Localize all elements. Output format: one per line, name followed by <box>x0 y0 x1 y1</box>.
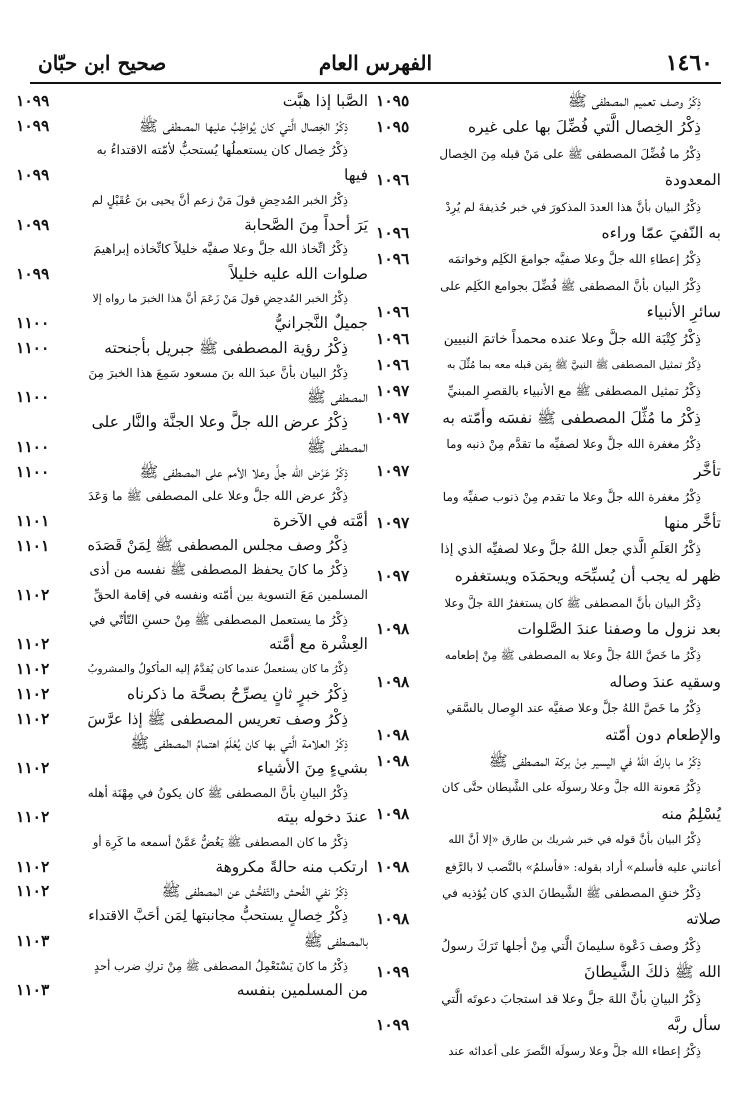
entry-text: ذِكْرُ البيان بأنَّ المصطفى ﷺ كان يستغفرُ اللهَ جلَّ وعلا <box>444 595 701 610</box>
index-entry-line <box>16 931 368 951</box>
entry-text: ظهر له يجب أن يُسبِّحَه ويحمَدَه ويستغفره <box>454 567 721 586</box>
index-entry-line <box>376 593 721 613</box>
entry-text: تأخَّر منها <box>664 514 721 533</box>
entry-page-number: ١٠٩٨ <box>376 856 410 876</box>
index-entry-line <box>16 536 368 556</box>
entry-text: ذِكْرُ العلامة الَّتي بها كان يُعْلَمُ اهتمامُ المصطفى ﷺ <box>130 734 348 753</box>
entry-text: العِشْرة مع أمَّته <box>268 635 368 654</box>
entry-text: ذِكْرُ ما خَصَّ اللهُ جلَّ وعلا به المصطفى ﷺ مِنْ إطعامه <box>444 648 701 663</box>
entry-page-number: ١١٠٢ <box>16 634 50 654</box>
entry-text: ذِكْرُ نفي الفُحش والتّفحُّش عن المصطفى ﷺ <box>161 882 348 901</box>
entry-page-number: ١١٠٠ <box>16 338 50 357</box>
entry-text: بعد نزول ما وصفنا عندَ الصَّلوات <box>517 620 721 638</box>
entry-text: ذِكْرُ كِتْبَة الله جلَّ وعلا عنده محمداً خاتمَ النبيين <box>443 330 701 347</box>
index-entry-line <box>16 881 368 901</box>
entry-page-number: ١٠٩٧ <box>376 381 410 401</box>
entry-page-number: ١٠٩٦ <box>376 249 410 269</box>
entry-page-number: ١١٠٣ <box>16 980 50 1000</box>
entry-text: ذِكْرُ خنقِ المصطفى ﷺ الشَّيطانَ الذي كان يُؤذيه في <box>442 886 701 900</box>
entry-page-number: ١٠٩٦ <box>376 302 410 322</box>
index-entry-line <box>376 487 721 507</box>
entry-text: ذِكْرُ ما خَصَّ اللهُ جلَّ وعلا صفيَّه عند الوِصال بالسَّقي <box>446 701 701 716</box>
index-entry-line <box>376 1015 721 1035</box>
entry-page-number: ١١٠٢ <box>16 683 50 703</box>
index-entry-line <box>16 363 368 383</box>
index-entry-line <box>16 659 368 679</box>
index-entry-line <box>16 486 368 506</box>
index-entry-line <box>376 909 721 929</box>
index-entry-line <box>16 116 368 136</box>
entry-text: ذِكْرُ البيان بأنَّ المصطفى ﷺ فُضِّلَ بجوامع الكَلِم على <box>440 278 701 293</box>
index-entry-line <box>16 783 368 803</box>
entry-page-number: ١٠٩٧ <box>376 566 410 586</box>
index-entry-line <box>376 1041 721 1061</box>
entry-text: ذِكْرُ خِصال كان يستعملُها يُستحبُّ لأمّته الاقتداءُ به <box>96 142 348 158</box>
entry-page-number: ١٠٩٦ <box>376 223 410 242</box>
entry-page-number: ١٠٩٩ <box>16 115 50 135</box>
index-entry-line <box>16 412 368 432</box>
right-column <box>376 91 721 1093</box>
index-entry-line <box>16 733 368 753</box>
entry-page-number: ١٠٩٨ <box>376 803 410 823</box>
index-entry-line <box>376 672 721 692</box>
entry-page-number: ١٠٩٩ <box>16 214 50 234</box>
entry-text: المصطفى ﷺ <box>306 437 368 456</box>
entry-page-number: ١١٠٢ <box>16 659 50 679</box>
index-entry-line <box>376 329 721 349</box>
index-entry-line <box>16 289 368 309</box>
entry-text: والإطعام دون أمّته <box>605 725 721 744</box>
entry-text: ذِكْرُ تمثيل المصطفى ﷺ مع الأنبياء بالقصرِ المبنيِّ <box>447 383 701 399</box>
entry-text: ذِكْرُ البيانِ بأنَّ اللهَ جلَّ وعلا قد استجابَ دعوتَه الَّتي <box>441 990 701 1006</box>
entry-text: أعانني عليه فأسلم» أراد بقوله: «فأسلمُ» بالنَّصب لا بالرَّفع <box>445 859 721 874</box>
entry-text: صلاته <box>685 910 721 929</box>
entry-text: به النّفيَ عمّا وراءه <box>601 224 721 242</box>
index-entry-line <box>376 566 721 586</box>
entry-page-number: ١١٠٣ <box>16 930 50 950</box>
entry-page-number: ١١٠٠ <box>16 387 50 407</box>
entry-page-number: ١٠٩٨ <box>376 619 410 638</box>
entry-text: ذِكْرُ إعطاء الله جلَّ وعلا رسولَه النَّصرَ على أعدائه عند <box>448 1044 701 1059</box>
entry-text: ذِكْرُ العَلَمِ الَّذي جعل اللهُ جلَّ وعلا لصفيِّه الذي إذا <box>440 541 701 557</box>
index-entry-line <box>376 144 721 164</box>
index-entry-line <box>16 91 368 111</box>
index-entry-line <box>16 190 368 210</box>
entry-text: ذِكْرُ البيان بأنَّ عبدَ الله بنَ مسعود سَمِعَ هذا الخبرَ مِنَ <box>88 365 348 380</box>
header-rule <box>30 82 721 84</box>
index-entry-line <box>376 645 721 665</box>
entry-text: وسقيه عندَ وصاله <box>609 672 721 691</box>
index-entry-line <box>376 540 721 560</box>
index-entry-line <box>376 698 721 718</box>
entry-text: ذِكْرُ اتِّخاذ الله جلَّ وعلا صفيَّه خليلاً كاتِّخاذه إبراهيمَ <box>93 241 348 257</box>
index-entry-line <box>376 962 721 982</box>
entry-text: سأل ربَّه <box>666 1016 721 1034</box>
entry-text: المعدودة <box>664 171 721 190</box>
entry-page-number: ١٠٩٩ <box>16 263 50 283</box>
entry-text: ذِكْرُ ما مُثِّلَ المصطفى ﷺ نفسَه وأمّته به <box>442 408 701 427</box>
entry-page-number: ١٠٩٦ <box>376 328 410 348</box>
entry-page-number: ١١٠٢ <box>16 757 50 777</box>
index-entry-line <box>16 832 368 852</box>
index-entry-line <box>16 906 368 926</box>
index-entry-line <box>16 165 368 185</box>
index-entry-line <box>16 709 368 729</box>
entry-page-number: ١١٠١ <box>16 510 50 530</box>
entry-text: ذِكْرُ ما كان المصطفى ﷺ يَغُضُّ عَمَّنْ أسمعه ما كَرِهَ أو <box>92 835 348 849</box>
index-entry-line <box>376 91 721 111</box>
index-entry-line <box>376 276 721 296</box>
entry-text: ذِكْرُ مَعونة الله جلَّ وعلا رسولَه على الشَّيطان حتَّى كان <box>441 780 701 795</box>
index-entry-line <box>16 956 368 976</box>
entry-text: المسلمين مَعَ التسوية بين أمّته ونفسه في إقامة الحقِّ <box>93 587 368 602</box>
entry-page-number: ١٠٩٨ <box>376 909 410 929</box>
entry-text: ذِكْرُ البيانِ بأنَّ المصطفى ﷺ كان يكونُ في مِهْنَة أهله <box>87 785 348 800</box>
entry-page-number: ١١٠٠ <box>16 436 50 456</box>
entry-page-number: ١٠٩٩ <box>376 1015 410 1034</box>
entry-text: المصطفى ﷺ <box>306 388 368 407</box>
entry-page-number: ١٠٩٩ <box>16 165 50 185</box>
entry-text: ذِكْرُ ما كان يستعملُ عندما كان يُقدَّمُ إليه المأكولُ والمشروبُ <box>87 663 348 676</box>
index-entry-line <box>376 197 721 217</box>
page-title: الفهرس العام <box>318 51 433 75</box>
entry-text: ذِكْرُ ما فُضِّلَ المصطفى ﷺ على مَنْ قبله مِنَ الخِصال <box>439 146 701 161</box>
entry-text: تأخَّر <box>693 461 721 480</box>
entry-text: الصَّبا إذا هبَّت <box>282 92 368 110</box>
entry-page-number: ١١٠٢ <box>16 881 50 901</box>
index-entry-line <box>376 513 721 533</box>
entry-page-number: ١٠٩٩ <box>16 91 50 110</box>
index-entry-line <box>376 408 721 428</box>
index-entry-line <box>16 140 368 160</box>
entry-text: ذِكْرُ وصف تعميم المصطفى ﷺ <box>567 92 701 110</box>
entry-text: ذِكْرُ وصف مجلس المصطفى ﷺ لِمَنْ قَصَدَه <box>87 537 348 554</box>
index-entry-line <box>376 751 721 771</box>
entry-text: ذِكْرُ ما باركَ اللهُ في اليسير مِنْ بركة المصطفى ﷺ <box>488 752 701 770</box>
entry-text: ذِكْرُ مغفرة الله جلَّ وعلا لصفيِّه ما تقدَّم مِنْ ذنبه وما <box>446 437 701 452</box>
entry-page-number: ١١٠٠ <box>16 461 50 481</box>
entry-page-number: ١١٠٢ <box>16 856 50 876</box>
entry-text: ذِكْرُ عَرْض الله جلَّ وعلا الأمم على المصطفى ﷺ <box>139 462 348 481</box>
index-entry-line <box>376 883 721 903</box>
index-entry-line <box>376 302 721 322</box>
index-entry-line <box>16 264 368 284</box>
index-entry-line <box>16 437 368 457</box>
index-entry-line <box>16 684 368 704</box>
entry-page-number: ١١٠٠ <box>16 313 50 333</box>
entry-page-number: ١٠٩٧ <box>376 513 410 533</box>
entry-text: ارتكب منه حالةً مكروهة <box>215 857 368 876</box>
entry-text: ذِكْرُ عرض الله جلَّ وعلا على المصطفى ﷺ ما وَعَدَ <box>88 488 348 504</box>
index-entry-line <box>376 804 721 824</box>
index-body <box>0 91 751 1093</box>
entry-text: ذِكْرُ الخِصال الَّتي فُضِّلَ بها على غيره <box>467 118 701 137</box>
entry-text: عندَ دخوله بيته <box>276 808 368 827</box>
entry-page-number: ١٠٩٨ <box>376 751 410 770</box>
index-entry-line <box>376 170 721 190</box>
entry-text: ذِكْرُ عرض الله جلَّ وعلا الجنَّة والنَّار على <box>91 413 348 432</box>
index-entry-line <box>376 989 721 1009</box>
entry-text: ذِكْرُ تمثيل المصطفى ﷺ النبيَّ ﷺ بِمَن قبله معه بما مُثِّلَ به <box>446 359 701 371</box>
index-entry-line <box>16 560 368 580</box>
entry-text: يَرَ أحداً مِنَ الصَّحابة <box>244 215 368 234</box>
entry-page-number: ١٠٩٨ <box>376 671 410 691</box>
entry-text: جميلٌ النَّجرانيُّ <box>274 314 368 333</box>
entry-text: ذِكْرُ رؤية المصطفى ﷺ جبريل بأجنحته <box>104 339 348 357</box>
entry-text: ذِكْرُ الخِصال الَّتي كان يُواظِبُ عليها المصطفى ﷺ <box>139 116 348 135</box>
index-entry-line <box>16 313 368 333</box>
index-entry-line <box>376 117 721 137</box>
index-entry-line <box>16 857 368 877</box>
index-entry-line <box>16 807 368 827</box>
index-entry-line <box>376 223 721 243</box>
index-entry-line <box>376 249 721 269</box>
entry-page-number: ١٠٩٦ <box>376 355 410 374</box>
entry-text: ذِكْرُ وصف تعريس المصطفى ﷺ إذا عرَّسَ <box>87 709 348 728</box>
entry-page-number: ١١٠٢ <box>16 807 50 827</box>
entry-page-number: ١١٠٢ <box>16 708 50 728</box>
page-header <box>30 46 721 80</box>
index-entry-line <box>376 619 721 639</box>
entry-page-number: ١٠٩٨ <box>376 724 410 744</box>
index-entry-line <box>16 610 368 630</box>
index-entry-line <box>16 462 368 482</box>
entry-text: ذِكْرُ الخبر المُدحِضِ قولَ مَنْ زعم أنَّ يحيى بنَ عُقَيْلٍ لم <box>91 192 348 207</box>
left-column <box>16 91 368 1093</box>
entry-text: بشيءٍ مِنَ الأشياء <box>256 758 368 777</box>
index-entry-line <box>376 830 721 850</box>
entry-text: ذِكْرُ خِصالٍ يستحبُّ مجانبتها لِمَن أحَبَّ الاقتداء <box>88 908 348 925</box>
entry-page-number: ١٠٩٥ <box>376 91 410 110</box>
entry-page-number: ١٠٩٦ <box>376 170 410 190</box>
entry-text: من المسلمين بنفسه <box>236 981 368 1000</box>
index-entry-line <box>376 434 721 454</box>
entry-text: ذِكْرُ ما كانَ يَسْتَعْمِلُ المصطفى ﷺ مِنْ تركِ ضرب أحدٍ <box>93 958 348 973</box>
index-entry-line <box>16 980 368 1000</box>
index-entry-line <box>16 511 368 531</box>
entry-text: ذِكْرُ مغفرة الله جلَّ وعلا ما تقدم مِنْ ذنوب صفيِّه وما <box>442 490 701 504</box>
index-entry-line <box>16 387 368 407</box>
entry-text: ذِكْرُ ما يستعمل المصطفى ﷺ مِنْ حسنِ التّأتّي في <box>88 611 348 627</box>
entry-text: ذِكْرُ خبرٍ ثانٍ يصرِّحُ بصحَّة ما ذكرناه <box>126 684 348 703</box>
entry-text: الله ﷺ ذلكَ الشَّيطانَ <box>583 963 721 982</box>
entry-text: يُسْلِمُ منه <box>661 804 721 823</box>
index-entry-line <box>16 338 368 358</box>
entry-page-number: ١١٠١ <box>16 535 50 555</box>
entry-text: سائرِ الأنبياء <box>646 303 721 322</box>
index-entry-line <box>376 936 721 956</box>
entry-text: ذِكْرُ البيان بأنَّ قوله في خبر شريك بن طارق «إلا أنَّ الله <box>448 833 701 847</box>
index-entry-line <box>376 777 721 797</box>
index-entry-line <box>376 725 721 745</box>
entry-text: ذِكْرُ ما كانَ يحفظ المصطفى ﷺ نفسه من أذى <box>89 562 348 579</box>
entry-page-number: ١٠٩٧ <box>376 407 410 427</box>
entry-page-number: ١٠٩٥ <box>376 117 410 137</box>
entry-text: ذِكْرُ الخبر المُدحِضِ قولَ مَنْ زَعَمَ أنَّ هذا الخبرَ ما رواه إلا <box>92 291 348 305</box>
book-title: صحيح ابن حبّان <box>38 51 167 75</box>
entry-text: أمَّته في الآخرة <box>272 511 368 530</box>
entry-page-number: ١٠٩٧ <box>376 460 410 480</box>
entry-text: فيها <box>344 166 368 185</box>
entry-page-number: ١٠٩٩ <box>376 962 410 982</box>
index-entry-line <box>376 381 721 401</box>
entry-text: ذِكْرُ البيان بأنَّ هذا العددَ المذكورَ في خبر حُذيفةَ لم يُرِدْ <box>445 199 701 214</box>
index-entry-line <box>16 215 368 235</box>
entry-text: ذِكْرُ وصف دَعْوة سليمانَ الَّتي مِنْ أجلها تَرَكَ رسولُ <box>441 937 701 953</box>
index-entry-line <box>16 239 368 259</box>
index-entry-line <box>16 585 368 605</box>
index-entry-line <box>16 634 368 654</box>
page-number: ١٤٦٠ <box>665 50 713 76</box>
entry-text: صلوات الله عليه خليلاً <box>229 264 368 283</box>
index-entry-line <box>376 857 721 877</box>
index-entry-line <box>16 758 368 778</box>
entry-text: ذِكْرُ إعطاءِ الله جلَّ وعلا صفيَّه جوامعَ الكَلِم وخواتمَه <box>448 252 701 267</box>
index-entry-line <box>376 461 721 481</box>
entry-page-number: ١١٠٢ <box>16 585 50 604</box>
entry-text: بالمصطفى ﷺ <box>303 931 368 950</box>
index-entry-line <box>376 355 721 375</box>
